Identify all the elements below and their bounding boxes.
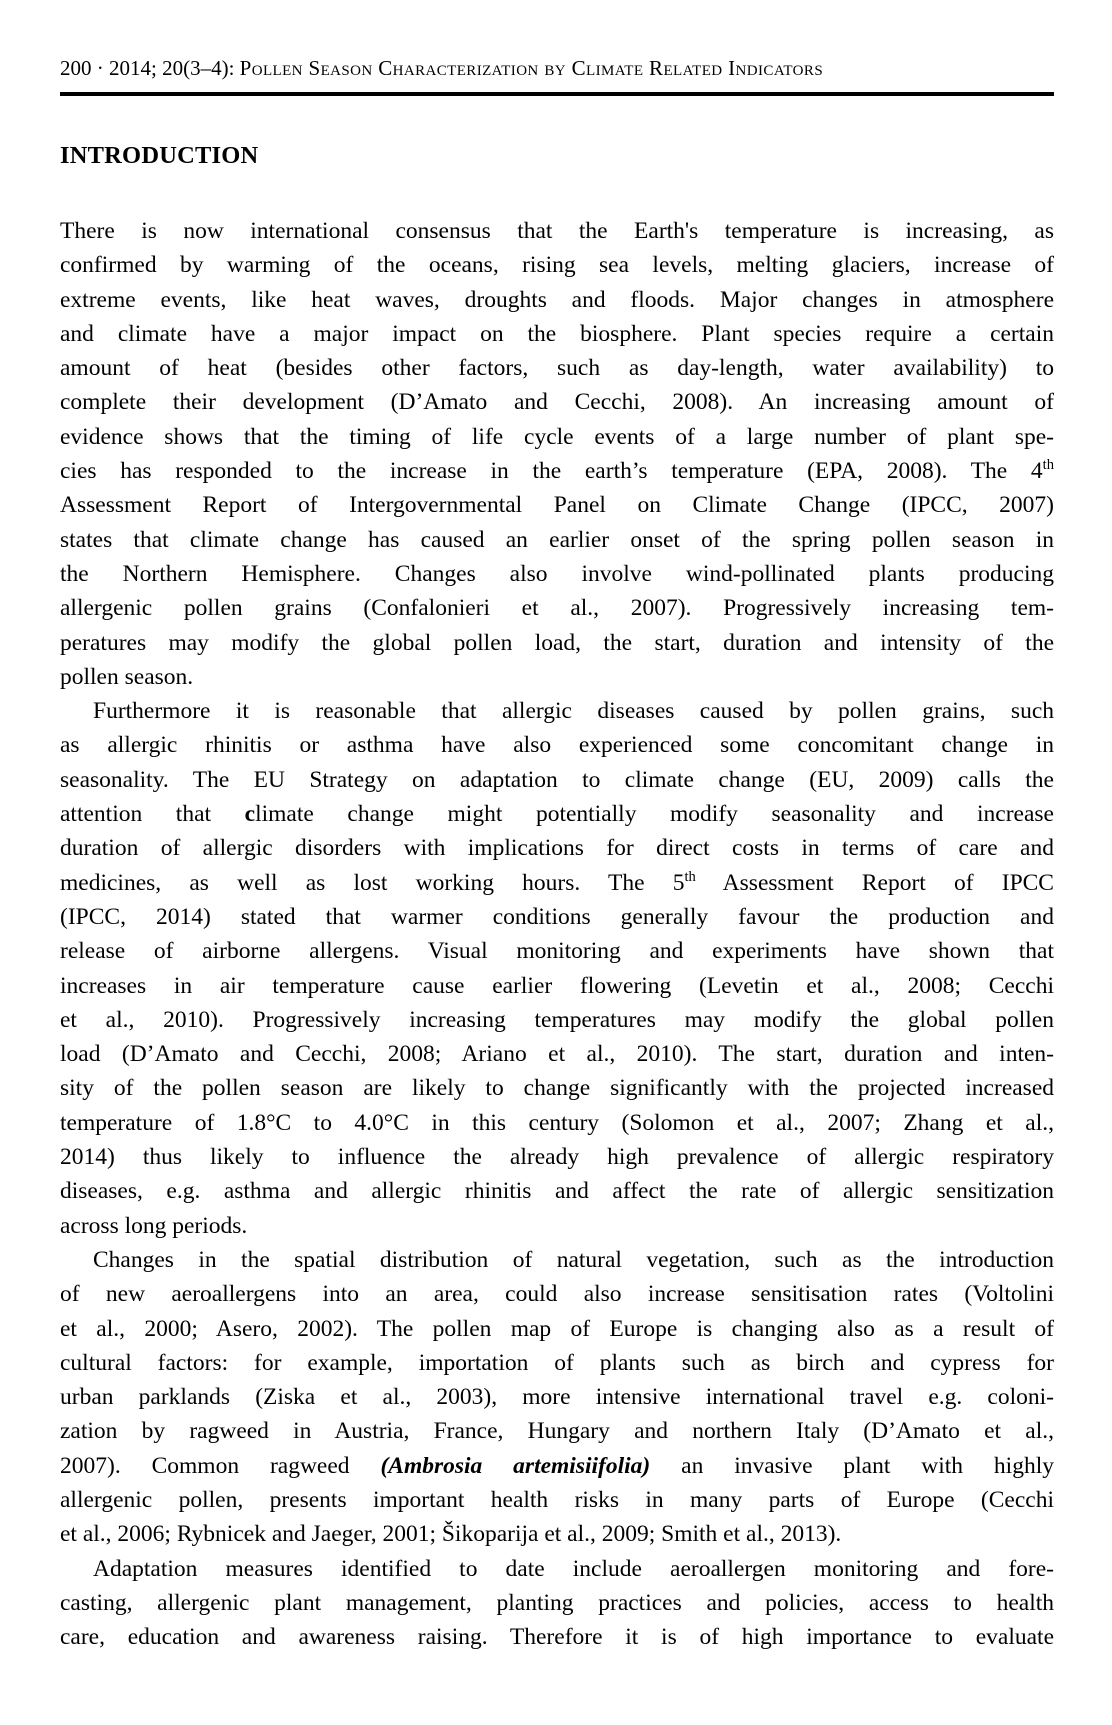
text-line: cultural factors: for example, importation of plants such as birch and cypress for bbox=[60, 1349, 1054, 1376]
text-line: across long periods. bbox=[60, 1212, 248, 1239]
text-line: confirmed by warming of the oceans, rising sea levels, melting glaciers, increase of bbox=[60, 252, 1054, 279]
text-line: medicines, as well as lost working hours. The 5th Assessment Report of IPCC bbox=[60, 868, 1054, 896]
text-line: peratures may modify the global pollen load, the start, duration and intensity of the bbox=[60, 629, 1054, 656]
paragraph-3 bbox=[60, 1243, 1054, 1552]
header-citation: 200 · 2014; 20(3–4): bbox=[60, 56, 240, 80]
header-rule bbox=[60, 92, 1054, 96]
text-line: Furthermore it is reasonable that allergic diseases caused by pollen grains, such bbox=[93, 698, 1054, 725]
text-line: urban parklands (Ziska et al., 2003), more intensive international travel e.g. coloni- bbox=[60, 1384, 1054, 1411]
text-line: of new aeroallergens into an area, could also increase sensitisation rates (Voltolini bbox=[60, 1281, 1054, 1308]
text-line: complete their development (D’Amato and Cecchi, 2008). An increasing amount of bbox=[60, 389, 1054, 416]
text-line: states that climate change has caused an earlier onset of the spring pollen season in bbox=[60, 526, 1054, 553]
text-line: as allergic rhinitis or asthma have also experienced some concomitant change in bbox=[60, 732, 1054, 759]
text-line: allergenic pollen, presents important health risks in many parts of Europe (Cecchi bbox=[60, 1486, 1054, 1513]
running-header bbox=[60, 56, 1054, 80]
text-line: et al., 2006; Rybnicek and Jaeger, 2001; Šikoparija et al., 2009; Smith et al., 2013). bbox=[60, 1521, 842, 1548]
text-line: Adaptation measures identified to date include aeroallergen monitoring and fore- bbox=[93, 1555, 1054, 1582]
text-line: et al., 2010). Progressively increasing temperatures may modify the global pollen bbox=[60, 1006, 1054, 1033]
text-line: cies has responded to the increase in the earth’s temperature (EPA, 2008). The 4th bbox=[60, 457, 1054, 485]
text-line: temperature of 1.8°C to 4.0°C in this century (Solomon et al., 2007; Zhang et al., bbox=[60, 1109, 1054, 1136]
text-line: duration of allergic disorders with implications for direct costs in terms of care and bbox=[60, 835, 1054, 862]
text-line: casting, allergenic plant management, planting practices and policies, access to health bbox=[60, 1589, 1054, 1616]
paragraph-4 bbox=[60, 1552, 1054, 1655]
body-text bbox=[60, 214, 1054, 1654]
text-line: evidence shows that the timing of life cycle events of a large number of plant spe- bbox=[60, 423, 1054, 450]
text-line: pollen season. bbox=[60, 663, 194, 690]
text-line: the Northern Hemisphere. Changes also involve wind-pollinated plants producing bbox=[60, 560, 1054, 587]
text-line: care, education and awareness raising. Therefore it is of high importance to evaluate bbox=[60, 1624, 1054, 1651]
text-line: 2007). Common ragweed (Ambrosia artemisiifolia) an invasive plant with highly bbox=[60, 1452, 1054, 1479]
text-line: et al., 2000; Asero, 2002). The pollen map of Europe is changing also as a result of bbox=[60, 1315, 1054, 1342]
paragraph-1 bbox=[60, 214, 1054, 694]
text-line: diseases, e.g. asthma and allergic rhinitis and affect the rate of allergic sensitization bbox=[60, 1178, 1054, 1205]
text-line: release of airborne allergens. Visual monitoring and experiments have shown that bbox=[60, 938, 1054, 965]
text-line: Changes in the spatial distribution of natural vegetation, such as the introduction bbox=[93, 1246, 1054, 1273]
text-line: 2014) thus likely to influence the already high prevalence of allergic respiratory bbox=[60, 1144, 1054, 1171]
paragraph-2 bbox=[60, 694, 1054, 1243]
text-line: (IPCC, 2014) stated that warmer conditions generally favour the production and bbox=[60, 903, 1054, 930]
text-line: load (D’Amato and Cecchi, 2008; Ariano et al., 2010). The start, duration and inten- bbox=[60, 1041, 1054, 1068]
text-line: extreme events, like heat waves, droughts and floods. Major changes in atmosphere bbox=[60, 286, 1054, 313]
text-line: allergenic pollen grains (Confalonieri et al., 2007). Progressively increasing tem- bbox=[60, 595, 1054, 622]
text-line: attention that climate change might potentially modify seasonality and increase bbox=[60, 801, 1054, 828]
section-title: INTRODUCTION bbox=[60, 142, 259, 169]
text-line: zation by ragweed in Austria, France, Hungary and northern Italy (D’Amato et al., bbox=[60, 1418, 1054, 1445]
header-title: Pollen Season Characterization by Climate Related Indicators bbox=[239, 56, 824, 80]
text-line: and climate have a major impact on the biosphere. Plant species require a certain bbox=[60, 320, 1054, 347]
text-line: amount of heat (besides other factors, such as day-length, water availability) to bbox=[60, 355, 1054, 382]
text-line: seasonality. The EU Strategy on adaptation to climate change (EU, 2009) calls the bbox=[60, 766, 1054, 793]
text-line: increases in air temperature cause earlier flowering (Levetin et al., 2008; Cecchi bbox=[60, 972, 1054, 999]
text-line: There is now international consensus that the Earth's temperature is increasing, as bbox=[60, 218, 1054, 244]
text-line: sity of the pollen season are likely to change significantly with the projected increased bbox=[60, 1075, 1054, 1102]
text-line: Assessment Report of Intergovernmental Panel on Climate Change (IPCC, 2007) bbox=[60, 492, 1054, 519]
